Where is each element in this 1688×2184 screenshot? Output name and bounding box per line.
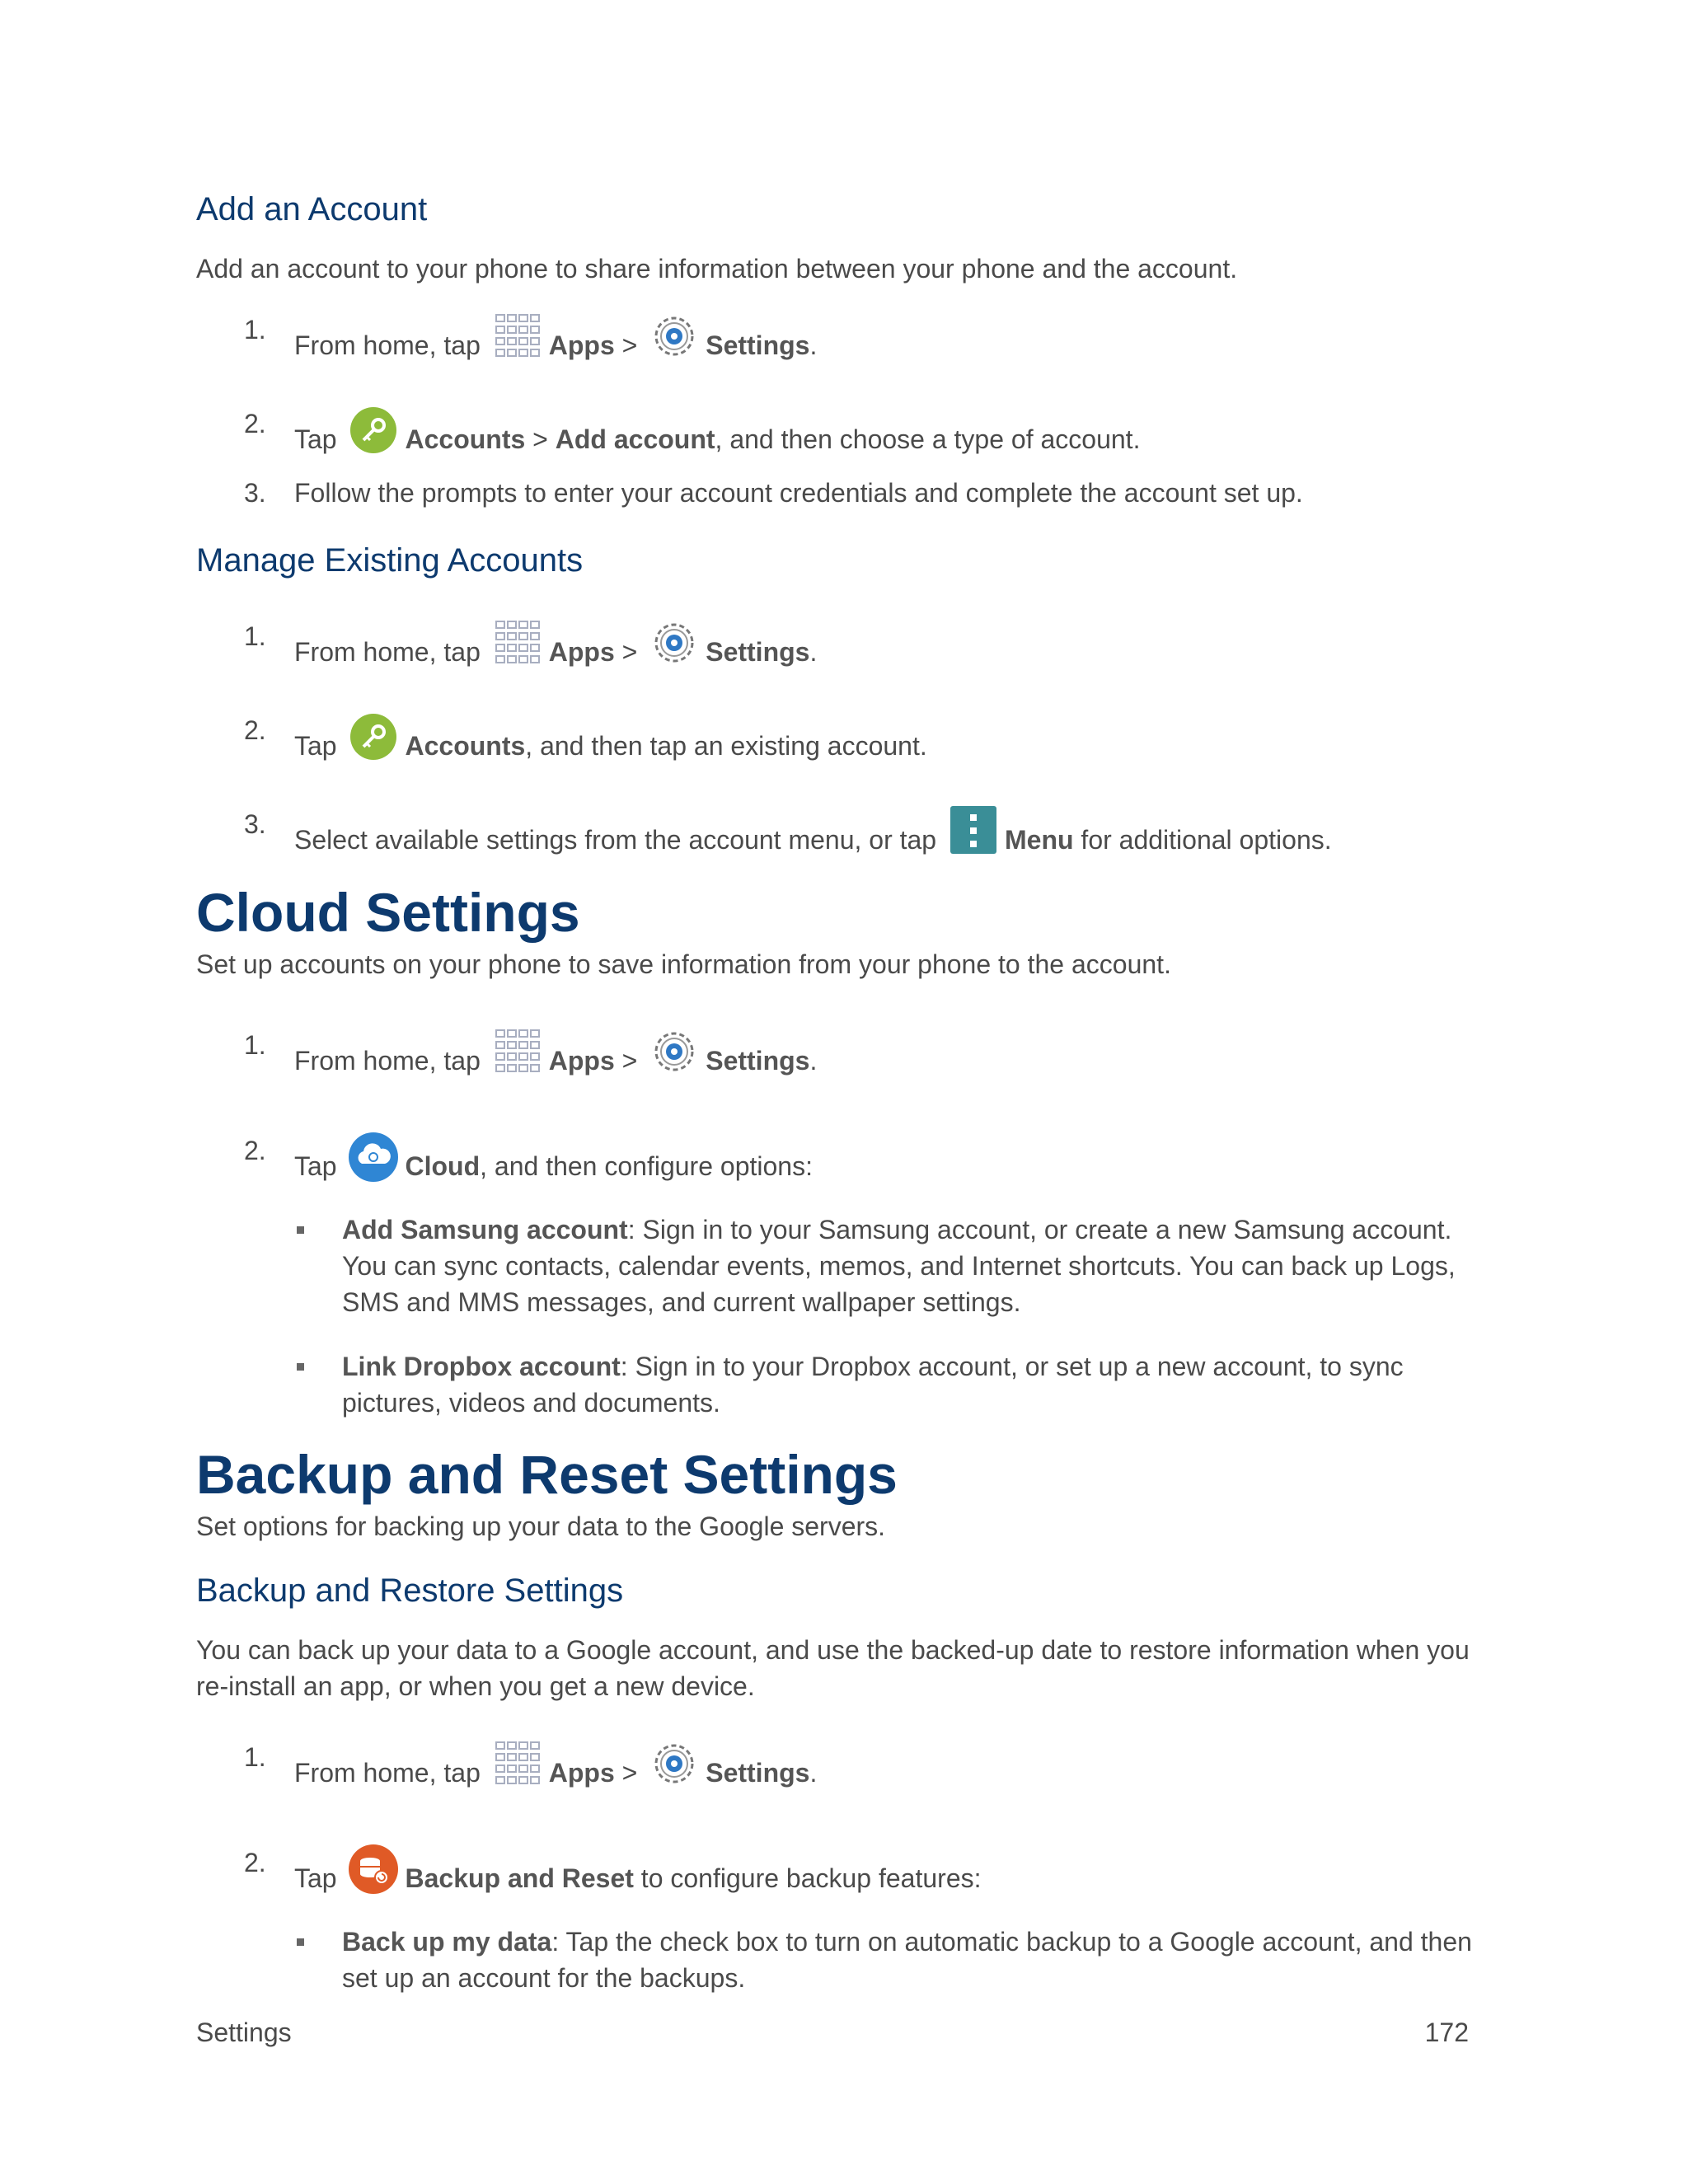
cloud-settings-intro: Set up accounts on your phone to save information from your phone to the account.	[196, 949, 1171, 979]
accounts-key-icon	[347, 712, 400, 765]
backup-restore-heading: Backup and Restore Settings	[196, 1572, 624, 1609]
backup-step-2: 2. Tap Backup and Reset to configure backup features:	[196, 1844, 1490, 1897]
settings-gear-icon	[648, 1739, 701, 1792]
settings-gear-icon	[648, 1027, 701, 1080]
menu-dots-icon	[947, 806, 1000, 859]
cloud-bullet-dropbox: Link Dropbox account: Sign in to your Dropbox account, or set up a new account, to sync pictures, videos and documents.	[196, 1348, 1490, 1421]
add-account-step-1: 1. From home, tap Apps > Settings.	[196, 312, 1490, 364]
apps-grid-icon	[491, 618, 544, 671]
cloud-step-1: 1. From home, tap Apps > Settings.	[196, 1027, 1490, 1080]
add-account-intro: Add an account to your phone to share information between your phone and the account.	[196, 254, 1238, 284]
cloud-settings-heading: Cloud Settings	[196, 882, 580, 943]
settings-gear-icon	[648, 618, 701, 671]
bullet-marker	[297, 1226, 304, 1234]
add-account-step-2: 2. Tap Accounts > Add account, and then choose a type of account.	[196, 405, 1490, 458]
cloud-bullet-samsung: Add Samsung account: Sign in to your Samsung account, or create a new Samsung account. You can sync contacts, calendar events, memos, and Internet shortcuts. You can back up Logs, SMS and MMS messages, and current wallpaper settings.	[196, 1212, 1490, 1320]
apps-grid-icon	[491, 1027, 544, 1080]
manage-step-3: 3. Select available settings from the account menu, or tap Menu for additional options.	[196, 806, 1490, 859]
manage-step-1: 1. From home, tap Apps > Settings.	[196, 618, 1490, 671]
apps-grid-icon	[491, 1739, 544, 1792]
backup-bullet-my-data: Back up my data: Tap the check box to turn on automatic backup to a Google account, and then set up an account for the backups.	[196, 1924, 1490, 1996]
backup-reset-heading: Backup and Reset Settings	[196, 1443, 898, 1505]
accounts-key-icon	[347, 405, 400, 458]
apps-grid-icon	[491, 312, 544, 364]
cloud-step-2: 2. Tap Cloud, and then configure options:	[196, 1132, 1490, 1185]
page-number: 172	[1424, 2018, 1469, 2047]
document-page	[196, 190, 1490, 1996]
backup-reset-intro: Set options for backing up your data to the Google servers.	[196, 1511, 886, 1541]
manage-step-2: 2. Tap Accounts, and then tap an existing account.	[196, 712, 1490, 765]
backup-restore-intro: You can back up your data to a Google account, and use the backed-up date to restore information when you re-install an app, or when you get a new device.	[196, 1634, 1470, 1701]
page-footer	[196, 2018, 1469, 2048]
manage-accounts-heading: Manage Existing Accounts	[196, 542, 584, 579]
bullet-marker	[297, 1363, 304, 1371]
add-account-step-3: 3. Follow the prompts to enter your account credentials and complete the account set up.	[244, 478, 1303, 508]
backup-step-1: 1. From home, tap Apps > Settings.	[196, 1739, 1490, 1792]
add-account-heading: Add an Account	[196, 191, 428, 227]
settings-gear-icon	[648, 312, 701, 364]
backup-reset-icon	[347, 1844, 400, 1897]
footer-section: Settings	[196, 2018, 292, 2047]
cloud-icon	[347, 1132, 400, 1185]
bullet-marker	[297, 1938, 304, 1946]
